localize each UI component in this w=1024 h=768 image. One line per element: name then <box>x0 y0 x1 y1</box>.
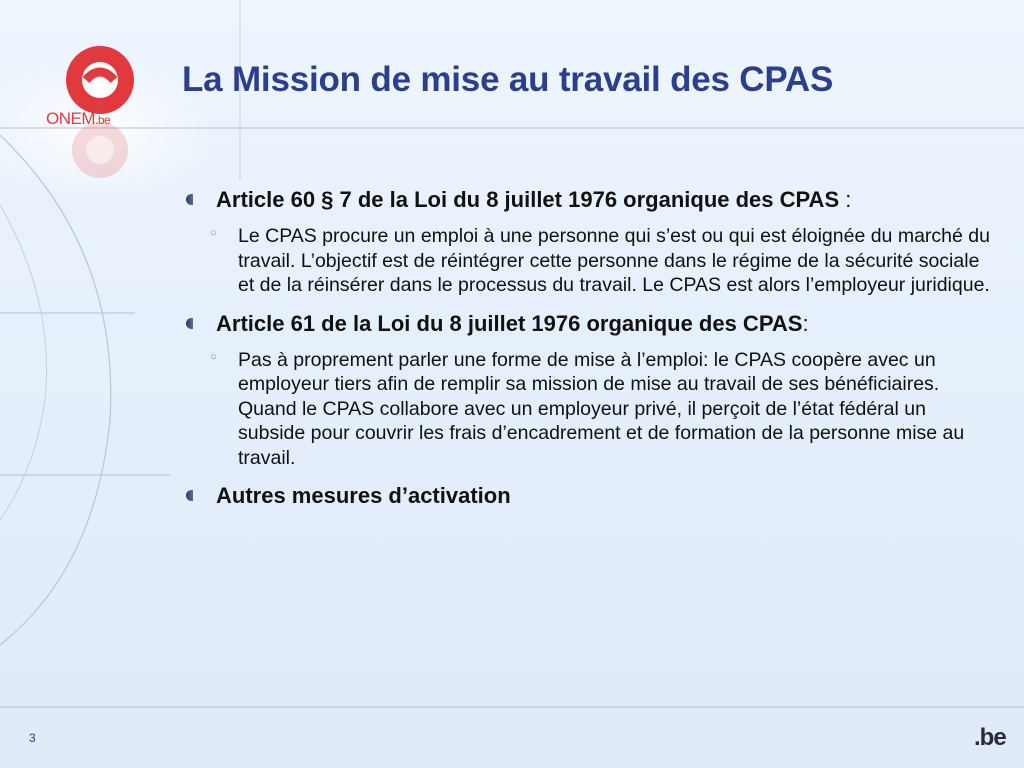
bullet-article-60 <box>186 186 996 214</box>
bullet-list <box>186 186 996 520</box>
bullet-icon <box>186 318 193 329</box>
sub-bullet-text: Pas à proprement parler une forme de mise à l’emploi: le CPAS coopère avec un employeur tiers afin de remplir sa mission de mise au travail de ses bénéficiaires. Quand le CPAS collabore avec un employeur privé, il perçoit de l’état fédéral un subside pour couvrir les frais d’encadrement et de formation de la personne mise au travail. <box>238 348 965 469</box>
bullet-icon <box>186 490 193 501</box>
slide-title: La Mission de mise au travail des CPAS <box>182 60 834 99</box>
be-logo: .be <box>974 724 1006 751</box>
circle-bullet-icon: ○ <box>210 227 217 239</box>
onem-logo-text: ONEM.be <box>46 109 111 128</box>
bullet-heading: Article 60 § 7 de la Loi du 8 juillet 1976 organique des CPAS : <box>216 187 852 212</box>
sub-bullet-article-61 <box>186 348 996 471</box>
page-number: 3 <box>29 731 36 745</box>
bullet-article-61 <box>186 310 996 338</box>
bullet-heading: Article 61 de la Loi du 8 juillet 1976 organique des CPAS: <box>216 310 809 336</box>
sub-bullet-article-60 <box>186 224 996 298</box>
bullet-icon <box>186 194 193 205</box>
sub-bullet-text: Le CPAS procure un emploi à une personne qui s’est ou qui est éloignée du marché du travail. L’objectif est de réintégrer cette personne dans le régime de la sécurité sociale et de la réinsérer dans le processus du travail. Le CPAS est alors l’employeur juridique. <box>238 225 990 296</box>
bullet-heading: Autres mesures d’activation <box>216 483 511 508</box>
bullet-autres-mesures <box>186 482 996 510</box>
circle-bullet-icon: ○ <box>210 350 217 363</box>
